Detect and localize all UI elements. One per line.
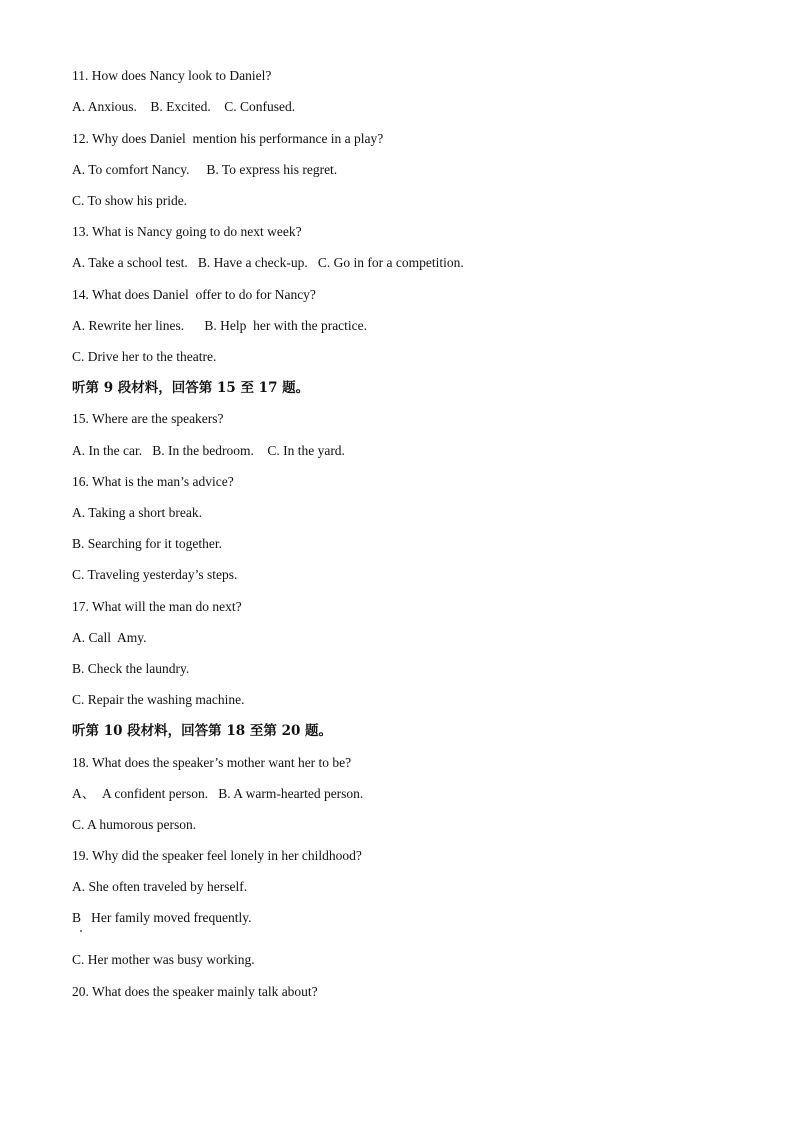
question-11: 11. How does Nancy look to Daniel?	[72, 68, 272, 83]
question-17-option-b: B. Check the laundry.	[72, 661, 190, 676]
question-13: 13. What is Nancy going to do next week?	[72, 224, 302, 239]
section-heading-9: 听第 9 段材料，回答第 15 至 17 题。	[72, 380, 310, 396]
question-19: 19. Why did the speaker feel lonely in her childhood?	[72, 848, 362, 863]
question-14: 14. What does Daniel offer to do for Nancy?	[72, 287, 316, 302]
question-12-option-c: C. To show his pride.	[72, 193, 188, 208]
question-20: 20. What does the speaker mainly talk about?	[72, 984, 318, 999]
question-15-options: A. In the car. B. In the bedroom. C. In the yard.	[72, 443, 345, 458]
question-19-option-a: A. She often traveled by herself.	[72, 879, 248, 894]
question-15: 15. Where are the speakers?	[72, 411, 224, 426]
stray-dot-mark	[80, 930, 82, 932]
question-19-option-b: B Her family moved frequently.	[72, 910, 252, 925]
question-18-options-ab: A、 A confident person. B. A warm-hearted person.	[72, 786, 364, 801]
question-16-option-a: A. Taking a short break.	[72, 505, 203, 520]
question-17-option-c: C. Repair the washing machine.	[72, 692, 245, 707]
question-13-options: A. Take a school test. B. Have a check-up. C. Go in for a competition.	[72, 255, 464, 270]
question-17: 17. What will the man do next?	[72, 599, 242, 614]
question-12: 12. Why does Daniel mention his performance in a play?	[72, 131, 384, 146]
question-16-option-c: C. Traveling yesterday’s steps.	[72, 567, 238, 582]
question-17-option-a: A. Call Amy.	[72, 630, 147, 645]
question-14-option-c: C. Drive her to the theatre.	[72, 349, 217, 364]
question-19-option-c: C. Her mother was busy working.	[72, 952, 255, 967]
question-16: 16. What is the man’s advice?	[72, 474, 234, 489]
section-heading-10: 听第 10 段材料，回答第 18 至第 20 题。	[72, 723, 333, 739]
question-12-options-ab: A. To comfort Nancy. B. To express his regret.	[72, 162, 338, 177]
question-18-option-c: C. A humorous person.	[72, 817, 197, 832]
question-16-option-b: B. Searching for it together.	[72, 536, 222, 551]
question-11-options: A. Anxious. B. Excited. C. Confused.	[72, 99, 296, 114]
question-18: 18. What does the speaker’s mother want her to be?	[72, 755, 352, 770]
question-14-options-ab: A. Rewrite her lines. B. Help her with the practice.	[72, 318, 368, 333]
